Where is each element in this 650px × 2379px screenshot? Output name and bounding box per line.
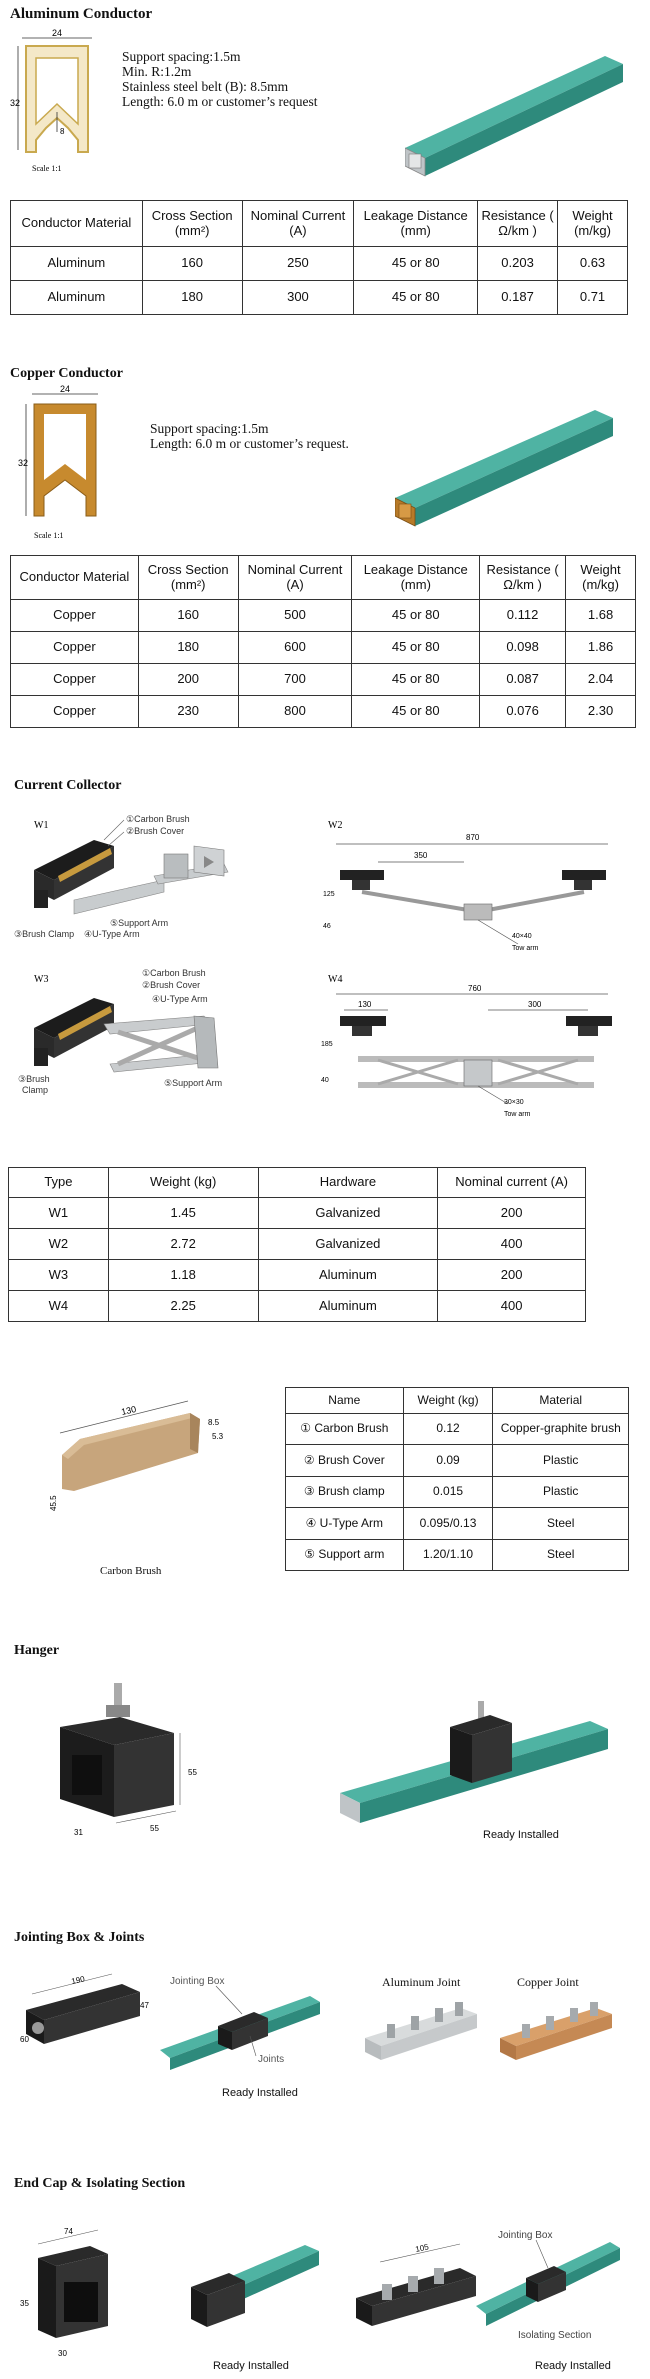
table-cell: Copper-graphite brush bbox=[493, 1414, 629, 1445]
dimension-label: 870 bbox=[466, 833, 480, 842]
table-row bbox=[286, 1540, 629, 1571]
carbon-brush-caption: Carbon Brush bbox=[100, 1565, 162, 1577]
hanger-caption: Ready Installed bbox=[483, 1829, 559, 1841]
dimension-label: 300 bbox=[528, 1000, 542, 1009]
dim-top: 24 bbox=[60, 384, 71, 394]
header-material: Material bbox=[493, 1388, 629, 1414]
table-cell: 2.04 bbox=[566, 664, 636, 696]
aluminum-rail-photo bbox=[405, 40, 635, 180]
dimension-label: Tow arm bbox=[512, 945, 539, 952]
table-cell: 600 bbox=[238, 632, 352, 664]
header-nominal-current: Nominal Current (A) bbox=[238, 556, 352, 600]
table-cell: Copper bbox=[11, 632, 139, 664]
table-cell: 250 bbox=[242, 247, 354, 281]
table-cell: 180 bbox=[138, 632, 238, 664]
w1-callout-u-type-arm: ④U-Type Arm bbox=[84, 929, 140, 939]
table-cell: W4 bbox=[9, 1291, 109, 1322]
header-resistance: Resistance ( Ω/km ) bbox=[480, 556, 566, 600]
table-cell: Plastic bbox=[493, 1445, 629, 1477]
w3-label: W3 bbox=[34, 974, 49, 985]
aluminum-section-title: Aluminum Conductor bbox=[10, 6, 153, 22]
table-row bbox=[9, 1229, 586, 1260]
aluminum-profile-drawing bbox=[8, 28, 108, 178]
dimension-label: 350 bbox=[414, 851, 428, 860]
note-support-spacing: Support spacing:1.5m bbox=[150, 421, 269, 436]
table-cell: Aluminum bbox=[258, 1260, 438, 1291]
copper-scale: Scale 1:1 bbox=[34, 531, 64, 540]
w3-callout-carbon-brush: ①Carbon Brush bbox=[142, 968, 206, 978]
end-cap-installed-photo bbox=[185, 2225, 325, 2345]
hanger-installed-photo bbox=[340, 1683, 620, 1833]
table-cell: 0.076 bbox=[480, 696, 566, 728]
collector-section-title: Current Collector bbox=[14, 778, 122, 793]
table-cell: Steel bbox=[493, 1508, 629, 1540]
copper-notes bbox=[150, 421, 349, 451]
jointing-section-title: Jointing Box & Joints bbox=[14, 1930, 145, 1945]
w3-callout-clamp: Clamp bbox=[22, 1085, 49, 1095]
header-type: Type bbox=[9, 1168, 109, 1198]
table-cell: 0.015 bbox=[403, 1477, 493, 1508]
aluminum-joint-photo bbox=[365, 1998, 485, 2068]
table-row bbox=[9, 1291, 586, 1322]
copper-spec-table bbox=[10, 555, 636, 728]
header-weight: Weight (kg) bbox=[108, 1168, 258, 1198]
table-row bbox=[9, 1260, 586, 1291]
table-cell: 1.86 bbox=[566, 632, 636, 664]
table-cell: 0.187 bbox=[478, 281, 558, 315]
header-leakage-distance: Leakage Distance (mm) bbox=[354, 201, 478, 247]
table-cell: 300 bbox=[242, 281, 354, 315]
carbon-brush-drawing bbox=[40, 1395, 240, 1545]
header-nominal-current: Nominal current (A) bbox=[438, 1168, 586, 1198]
header-nominal-current: Nominal Current (A) bbox=[242, 201, 354, 247]
table-cell: 800 bbox=[238, 696, 352, 728]
dimension-label: 190 bbox=[70, 1974, 86, 1986]
dimension-label: 760 bbox=[468, 984, 482, 993]
table-cell: 2.30 bbox=[566, 696, 636, 728]
table-row bbox=[11, 664, 636, 696]
collector-w2-drawing bbox=[318, 810, 628, 960]
brush-parts-table bbox=[285, 1387, 629, 1571]
table-cell: 0.112 bbox=[480, 600, 566, 632]
isolating-section-drawing bbox=[350, 2218, 490, 2348]
table-row bbox=[9, 1198, 586, 1229]
collector-w1-drawing bbox=[14, 810, 314, 960]
dim-side: 32 bbox=[10, 98, 21, 108]
copper-joint-photo bbox=[500, 1998, 620, 2068]
w3-callout-support-arm: ⑤Support Arm bbox=[164, 1078, 223, 1088]
dimension-label: 35 bbox=[20, 2299, 29, 2308]
table-cell: 2.25 bbox=[108, 1291, 258, 1322]
table-row bbox=[11, 600, 636, 632]
table-cell: 45 or 80 bbox=[352, 696, 480, 728]
table-cell: 160 bbox=[142, 247, 242, 281]
table-cell: 500 bbox=[238, 600, 352, 632]
jointing-installed-photo bbox=[160, 1970, 330, 2080]
collector-w3-drawing bbox=[14, 964, 314, 1124]
table-cell: ⑤ Support arm bbox=[286, 1540, 404, 1571]
table-cell: ② Brush Cover bbox=[286, 1445, 404, 1477]
w3-callout-brush-cover: ②Brush Cover bbox=[142, 980, 201, 990]
dimension-label: Tow arm bbox=[504, 1111, 531, 1118]
dimension-label: 47 bbox=[140, 2001, 149, 2010]
table-cell: 200 bbox=[138, 664, 238, 696]
isolating-installed-photo bbox=[470, 2222, 630, 2342]
header-conductor-material: Conductor Material bbox=[11, 556, 139, 600]
dim-inner: 8 bbox=[60, 127, 65, 136]
table-cell: 0.203 bbox=[478, 247, 558, 281]
table-cell: Copper bbox=[11, 696, 139, 728]
dimension-label: 55 bbox=[188, 1768, 197, 1777]
table-row bbox=[11, 696, 636, 728]
endcap-jointing-box-label: Jointing Box bbox=[498, 2230, 553, 2241]
table-cell: 1.20/1.10 bbox=[403, 1540, 493, 1571]
header-weight: Weight (kg) bbox=[403, 1388, 493, 1414]
table-cell: Galvanized bbox=[258, 1229, 438, 1260]
table-cell: Plastic bbox=[493, 1477, 629, 1508]
table-cell: 700 bbox=[238, 664, 352, 696]
w3-callout-u-type-arm: ④U-Type Arm bbox=[152, 994, 208, 1004]
copper-rail-photo bbox=[395, 400, 625, 530]
dimension-label: 5.3 bbox=[212, 1432, 224, 1441]
w1-callout-support-arm: ⑤Support Arm bbox=[110, 918, 169, 928]
isolating-section-label: Isolating Section bbox=[518, 2330, 592, 2341]
table-cell: 400 bbox=[438, 1229, 586, 1260]
note-length: Length: 6.0 m or customer’s request. bbox=[150, 436, 349, 451]
table-row bbox=[286, 1414, 629, 1445]
aluminum-spec-table bbox=[10, 200, 628, 315]
table-cell: 0.63 bbox=[558, 247, 628, 281]
w1-callout-brush-clamp: ③Brush Clamp bbox=[14, 929, 75, 939]
table-cell: 0.09 bbox=[403, 1445, 493, 1477]
dimension-label: 30×30 bbox=[504, 1099, 524, 1106]
dimension-label: 105 bbox=[414, 2242, 430, 2254]
jointing-box-drawing bbox=[12, 1970, 162, 2060]
table-cell: W3 bbox=[9, 1260, 109, 1291]
copper-profile-drawing bbox=[18, 384, 118, 544]
table-row bbox=[11, 281, 628, 315]
copper-section-title: Copper Conductor bbox=[10, 366, 123, 381]
dimension-label: 31 bbox=[74, 1828, 83, 1837]
table-cell: 45 or 80 bbox=[352, 600, 480, 632]
table-cell: 45 or 80 bbox=[352, 664, 480, 696]
table-cell: 1.18 bbox=[108, 1260, 258, 1291]
table-cell: Copper bbox=[11, 664, 139, 696]
table-cell: 1.45 bbox=[108, 1198, 258, 1229]
table-cell: 400 bbox=[438, 1291, 586, 1322]
table-cell: 1.68 bbox=[566, 600, 636, 632]
header-cross-section: Cross Section (mm²) bbox=[142, 201, 242, 247]
w1-callout-carbon-brush: ①Carbon Brush bbox=[126, 814, 190, 824]
end-cap-caption: Ready Installed bbox=[213, 2360, 289, 2372]
table-cell: Galvanized bbox=[258, 1198, 438, 1229]
table-cell: Aluminum bbox=[258, 1291, 438, 1322]
table-cell: ④ U-Type Arm bbox=[286, 1508, 404, 1540]
table-row bbox=[286, 1445, 629, 1477]
header-leakage-distance: Leakage Distance (mm) bbox=[352, 556, 480, 600]
joints-label: Joints bbox=[258, 2054, 285, 2065]
table-cell: 0.095/0.13 bbox=[403, 1508, 493, 1540]
dimension-label: 185 bbox=[321, 1041, 333, 1048]
aluminum-notes bbox=[122, 49, 317, 109]
table-cell: 200 bbox=[438, 1260, 586, 1291]
header-conductor-material: Conductor Material bbox=[11, 201, 143, 247]
table-row bbox=[286, 1477, 629, 1508]
dimension-label: 46 bbox=[323, 923, 331, 930]
jointing-caption: Ready Installed bbox=[222, 2087, 298, 2099]
dimension-label: 40 bbox=[321, 1077, 329, 1084]
table-cell: Aluminum bbox=[11, 247, 143, 281]
header-cross-section: Cross Section (mm²) bbox=[138, 556, 238, 600]
endcap-section-title: End Cap & Isolating Section bbox=[14, 2176, 186, 2191]
copper-joint-label: Copper Joint bbox=[517, 1975, 579, 1989]
table-cell: 2.72 bbox=[108, 1229, 258, 1260]
dimension-label: 8.5 bbox=[208, 1418, 220, 1427]
dim-top: 24 bbox=[52, 28, 63, 38]
table-cell: Copper bbox=[11, 600, 139, 632]
table-cell: 200 bbox=[438, 1198, 586, 1229]
aluminum-scale: Scale 1:1 bbox=[32, 164, 62, 173]
table-row bbox=[11, 247, 628, 281]
table-cell: Aluminum bbox=[11, 281, 143, 315]
collector-type-table bbox=[8, 1167, 586, 1322]
dimension-label: 130 bbox=[120, 1404, 138, 1417]
table-cell: 180 bbox=[142, 281, 242, 315]
hanger-drawing bbox=[50, 1683, 230, 1853]
w3-callout-brush: ③Brush bbox=[18, 1074, 50, 1084]
dimension-label: 55 bbox=[150, 1824, 159, 1833]
table-cell: 0.087 bbox=[480, 664, 566, 696]
w1-label: W1 bbox=[34, 820, 49, 831]
table-cell: 230 bbox=[138, 696, 238, 728]
dimension-label: 45.5 bbox=[49, 1495, 58, 1511]
isolating-caption: Ready Installed bbox=[535, 2360, 611, 2372]
hanger-section-title: Hanger bbox=[14, 1643, 60, 1658]
header-name: Name bbox=[286, 1388, 404, 1414]
table-cell: W1 bbox=[9, 1198, 109, 1229]
table-row bbox=[286, 1508, 629, 1540]
header-hardware: Hardware bbox=[258, 1168, 438, 1198]
note-length: Length: 6.0 m or customer’s request bbox=[122, 94, 318, 109]
table-cell: ① Carbon Brush bbox=[286, 1414, 404, 1445]
table-cell: Steel bbox=[493, 1540, 629, 1571]
w2-label: W2 bbox=[328, 820, 343, 831]
table-cell: 0.12 bbox=[403, 1414, 493, 1445]
table-cell: 0.098 bbox=[480, 632, 566, 664]
dim-side: 32 bbox=[18, 458, 29, 468]
table-cell: W2 bbox=[9, 1229, 109, 1260]
table-cell: 45 or 80 bbox=[354, 247, 478, 281]
dimension-label: 40×40 bbox=[512, 933, 532, 940]
table-cell: ③ Brush clamp bbox=[286, 1477, 404, 1508]
dimension-label: 125 bbox=[323, 891, 335, 898]
dimension-label: 60 bbox=[20, 2035, 29, 2044]
w1-callout-brush-cover: ②Brush Cover bbox=[126, 826, 185, 836]
header-weight: Weight (m/kg) bbox=[566, 556, 636, 600]
table-cell: 160 bbox=[138, 600, 238, 632]
aluminum-joint-label: Aluminum Joint bbox=[382, 1975, 461, 1989]
table-row bbox=[11, 632, 636, 664]
dimension-label: 30 bbox=[58, 2349, 67, 2358]
table-cell: 45 or 80 bbox=[354, 281, 478, 315]
dimension-label: 74 bbox=[64, 2227, 73, 2236]
jointing-box-label: Jointing Box bbox=[170, 1976, 225, 1987]
w4-label: W4 bbox=[328, 974, 343, 985]
end-cap-drawing bbox=[18, 2220, 128, 2360]
dimension-label: 130 bbox=[358, 1000, 372, 1009]
table-cell: 45 or 80 bbox=[352, 632, 480, 664]
collector-w4-drawing bbox=[318, 964, 628, 1124]
note-support-spacing: Support spacing:1.5m bbox=[122, 49, 241, 64]
table-cell: 0.71 bbox=[558, 281, 628, 315]
note-min-r: Min. R:1.2m bbox=[122, 64, 192, 79]
header-resistance: Resistance ( Ω/km ) bbox=[478, 201, 558, 247]
header-weight: Weight (m/kg) bbox=[558, 201, 628, 247]
note-steel-belt: Stainless steel belt (B): 8.5mm bbox=[122, 79, 289, 94]
